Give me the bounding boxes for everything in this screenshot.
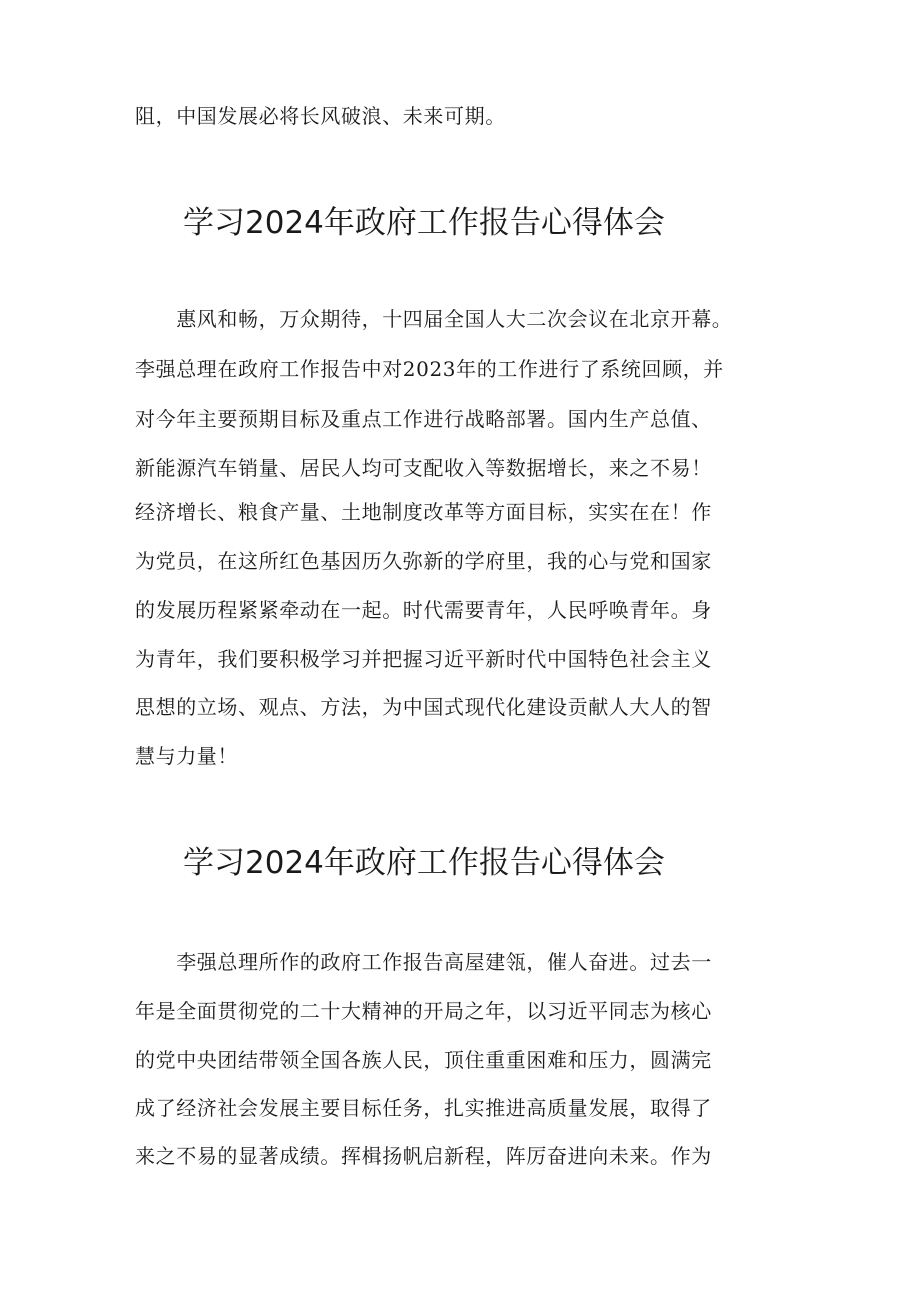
section-2-line: 年是全面贯彻党的二十大精神的开局之年，以习近平同志为核心 bbox=[135, 999, 712, 1023]
section-1-line: 思想的立场、观点、方法，为中国式现代化建设贡献人大人的智 bbox=[135, 695, 712, 719]
section-1-line: 为党员，在这所红色基因历久弥新的学府里，我的心与党和国家 bbox=[135, 549, 712, 573]
section-1-line: 新能源汽车销量、居民人均可支配收入等数据增长，来之不易！ bbox=[135, 456, 712, 480]
section-2-title: 学习2024年政府工作报告心得体会 bbox=[183, 845, 665, 881]
section-2-line: 来之不易的显著成绩。挥楫扬帆启新程，阵厉奋进向未来。作为 bbox=[135, 1144, 712, 1168]
section-1-line: 惠风和畅，万众期待，十四届全国人大二次会议在北京开幕。 bbox=[135, 307, 733, 331]
section-1-line: 对今年主要预期目标及重点工作进行战略部署。国内生产总值、 bbox=[135, 407, 712, 431]
section-1-line: 的发展历程紧紧牵动在一起。时代需要青年，人民呼唤青年。身 bbox=[135, 598, 712, 622]
section-2-line: 李强总理所作的政府工作报告高屋建瓴，催人奋进。过去一 bbox=[135, 950, 712, 974]
section-1-line: 为青年，我们要积极学习并把握习近平新时代中国特色社会主义 bbox=[135, 647, 712, 671]
section-1-line: 慧与力量！ bbox=[135, 744, 238, 768]
intro-paragraph-last-line: 阻，中国发展必将长风破浪、未来可期。 bbox=[135, 104, 506, 128]
section-1-line: 李强总理在政府工作报告中对2023年的工作进行了系统回顾，并 bbox=[135, 357, 724, 381]
section-1-title: 学习2024年政府工作报告心得体会 bbox=[183, 205, 665, 241]
section-1-line: 经济增长、粮食产量、土地制度改革等方面目标，实实在在！作 bbox=[135, 500, 712, 524]
section-2-line: 的党中央团结带领全国各族人民，顶住重重困难和压力，圆满完 bbox=[135, 1048, 712, 1072]
section-2-line: 成了经济社会发展主要目标任务，扎实推进高质量发展，取得了 bbox=[135, 1096, 712, 1120]
